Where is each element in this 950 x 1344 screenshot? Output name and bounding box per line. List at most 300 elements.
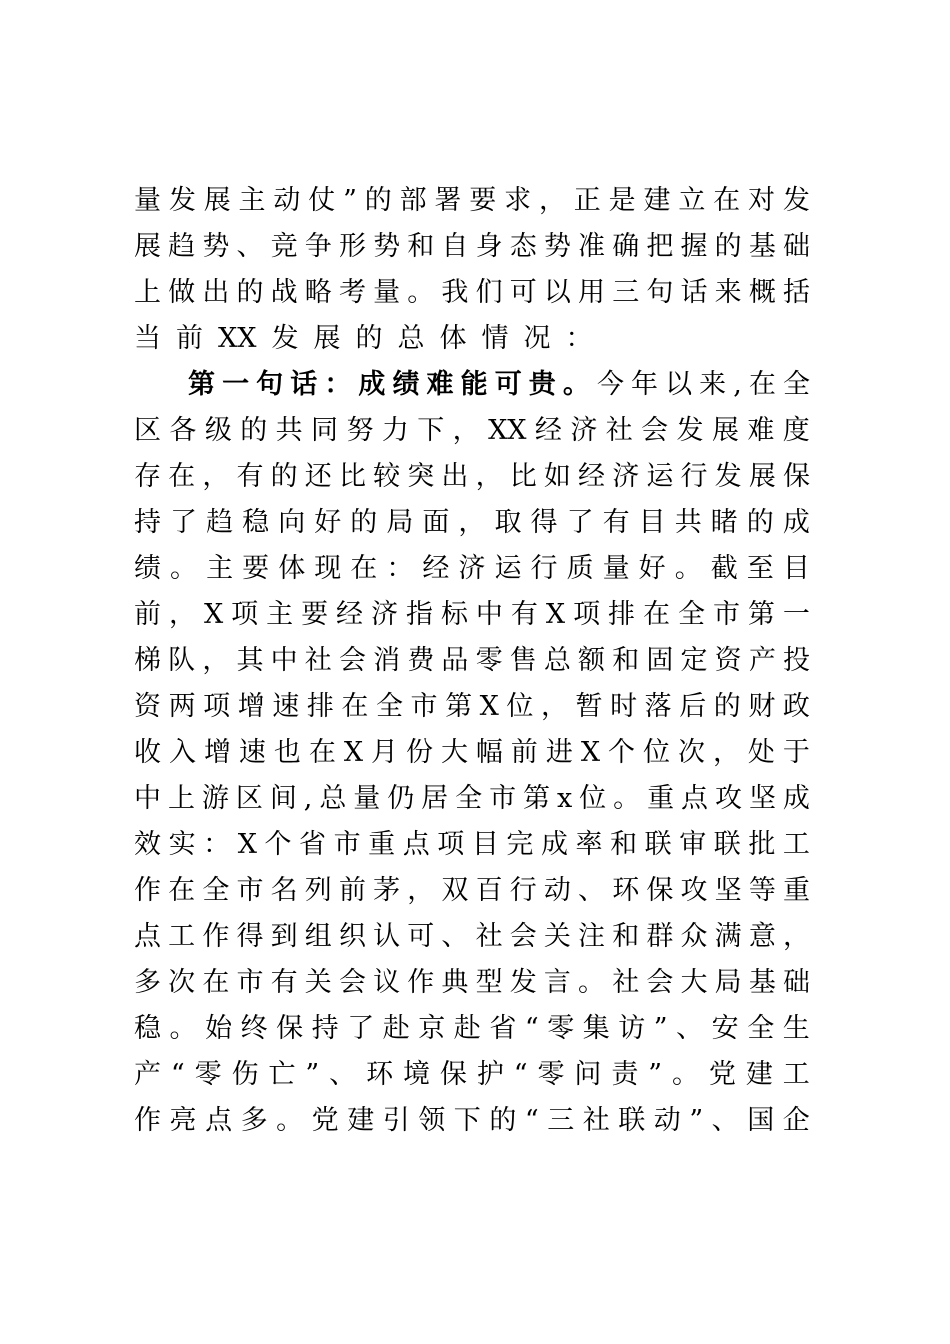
text-glyph: 游	[201, 783, 229, 814]
text-glyph: 稳	[134, 1013, 161, 1044]
text-glyph: 品	[441, 645, 469, 676]
text-glyph: 全	[375, 691, 403, 722]
text-glyph: 型	[475, 967, 503, 998]
text-glyph: 亮	[169, 1105, 197, 1136]
text-glyph: 保	[439, 1059, 467, 1090]
text-glyph: 目	[471, 829, 499, 860]
text-glyph: 有	[236, 461, 264, 492]
text-glyph: 建	[745, 1059, 773, 1090]
text-glyph: 固	[646, 645, 674, 676]
text-line	[134, 411, 810, 451]
text-glyph: 济	[570, 415, 598, 446]
text-line	[134, 825, 810, 865]
text-glyph: “	[513, 1059, 528, 1090]
text-glyph: 以	[665, 369, 693, 400]
text-glyph: 审	[679, 829, 707, 860]
text-glyph: 重	[368, 829, 396, 860]
text-glyph: 前	[510, 737, 538, 768]
text-glyph: 话	[290, 369, 318, 400]
text-glyph: ：	[203, 829, 231, 860]
text-glyph: 。	[578, 967, 606, 998]
text-glyph: X	[479, 691, 499, 722]
text-glyph: ：	[565, 323, 593, 354]
text-glyph: 省	[299, 829, 327, 860]
text-glyph: X	[580, 737, 601, 768]
text-glyph: 发	[782, 185, 810, 216]
text-glyph: 竞	[270, 231, 298, 262]
text-glyph: 体	[278, 553, 306, 584]
text-glyph: 仗	[308, 185, 336, 216]
text-glyph: 上	[167, 783, 195, 814]
text-glyph: ，	[782, 921, 810, 952]
text-glyph: 有	[270, 967, 298, 998]
text-glyph: 行	[530, 553, 558, 584]
text-glyph: 两	[168, 691, 196, 722]
text-glyph: 位	[643, 737, 670, 768]
text-glyph: 市	[489, 783, 517, 814]
text-glyph: 目	[782, 553, 810, 584]
text-glyph: 增	[203, 737, 231, 768]
text-line	[134, 457, 810, 497]
text-glyph: 梯	[134, 645, 161, 676]
text-glyph: 零	[537, 1059, 565, 1090]
text-glyph: 责	[611, 1059, 639, 1090]
text-glyph: ，	[712, 737, 740, 768]
text-glyph: 略	[304, 277, 332, 308]
text-glyph: 现	[314, 553, 342, 584]
text-glyph: ”	[343, 185, 357, 216]
text-glyph: XX	[218, 323, 257, 354]
text-glyph: 发	[271, 323, 299, 354]
text-glyph: 可	[407, 921, 435, 952]
text-glyph: 间	[269, 783, 297, 814]
text-glyph: 出	[202, 277, 230, 308]
text-glyph: 对	[748, 185, 775, 216]
text-line	[134, 181, 810, 221]
text-glyph: 社	[612, 967, 640, 998]
text-glyph: 自	[441, 231, 469, 262]
text-line	[134, 227, 810, 267]
text-glyph: 有	[602, 507, 630, 538]
text-glyph: 贵	[528, 369, 556, 400]
text-glyph: 了	[347, 1013, 375, 1044]
text-glyph: 行	[509, 875, 537, 906]
text-glyph: 主	[206, 553, 234, 584]
text-glyph: 点	[402, 829, 430, 860]
text-glyph: ”	[689, 1105, 704, 1136]
text-glyph: 了	[170, 507, 198, 538]
text-glyph: 的	[364, 185, 392, 216]
text-glyph: 绩	[392, 369, 420, 400]
text-line	[188, 365, 810, 405]
text-glyph: ,	[303, 783, 313, 814]
text-glyph: 大	[440, 737, 468, 768]
text-glyph: 目	[638, 507, 666, 538]
text-glyph: 局	[714, 967, 742, 998]
text-glyph: 署	[434, 185, 462, 216]
text-glyph: 坚	[748, 783, 776, 814]
text-glyph: 百	[475, 875, 503, 906]
text-glyph: 保	[276, 1013, 304, 1044]
text-glyph: 于	[782, 737, 810, 768]
text-glyph: “	[170, 1059, 185, 1090]
text-glyph: 身	[475, 231, 503, 262]
text-glyph: 量	[134, 185, 161, 216]
text-glyph: 展	[711, 415, 739, 446]
text-glyph: 总	[397, 323, 425, 354]
text-glyph: 和	[610, 829, 638, 860]
text-glyph: 基	[748, 967, 776, 998]
text-glyph: 群	[646, 921, 674, 952]
text-glyph: 。	[169, 1013, 197, 1044]
text-glyph: 经	[422, 553, 450, 584]
text-glyph: 趋	[206, 507, 234, 538]
text-glyph: 会	[338, 645, 366, 676]
text-glyph: 资	[714, 645, 742, 676]
text-glyph: 可	[509, 277, 537, 308]
text-glyph: 准	[578, 231, 606, 262]
text-glyph: 终	[240, 1013, 268, 1044]
text-glyph: 全	[202, 875, 230, 906]
text-glyph: 中	[475, 599, 503, 630]
text-glyph: 三	[612, 277, 640, 308]
text-glyph: 增	[237, 691, 265, 722]
text-glyph: 用	[578, 277, 606, 308]
text-glyph: 速	[272, 691, 300, 722]
text-glyph: 茅	[373, 875, 401, 906]
text-glyph: 中	[270, 645, 298, 676]
text-line	[134, 319, 810, 359]
text-glyph: 赴	[453, 1013, 481, 1044]
text-glyph: 济	[371, 599, 399, 630]
text-glyph: 安	[711, 1013, 739, 1044]
text-glyph: 前	[338, 875, 366, 906]
text-glyph: 也	[273, 737, 301, 768]
text-glyph: 全	[747, 1013, 775, 1044]
text-glyph: 作	[134, 875, 161, 906]
text-glyph: 主	[266, 599, 294, 630]
text-glyph: 下	[453, 1105, 481, 1136]
text-glyph: 句	[646, 277, 674, 308]
text-glyph: 三	[547, 1105, 575, 1136]
text-glyph: 多	[240, 1105, 268, 1136]
text-glyph: ”	[305, 1059, 320, 1090]
text-glyph: 投	[782, 645, 810, 676]
text-glyph: 坚	[714, 875, 742, 906]
text-glyph: 的	[489, 1105, 517, 1136]
text-line	[134, 963, 810, 1003]
text-glyph: 括	[782, 277, 810, 308]
text-glyph: 全	[783, 369, 810, 400]
text-glyph: 速	[238, 737, 266, 768]
text-glyph: 句	[256, 369, 284, 400]
text-glyph: 区	[134, 415, 161, 446]
text-glyph: 位	[506, 691, 534, 722]
text-glyph: 势	[202, 231, 230, 262]
text-glyph: 在	[168, 461, 196, 492]
text-glyph: 众	[680, 921, 708, 952]
text-glyph: 、	[711, 1105, 739, 1136]
text-glyph: 取	[494, 507, 522, 538]
text-glyph: X	[203, 599, 224, 630]
text-glyph: 产	[748, 645, 776, 676]
text-glyph: 至	[746, 553, 774, 584]
text-glyph: 第	[445, 691, 473, 722]
text-glyph: 排	[608, 599, 636, 630]
text-glyph: 和	[612, 921, 640, 952]
text-glyph: 会	[646, 967, 674, 998]
text-line	[134, 1101, 810, 1141]
text-glyph: 来	[699, 369, 727, 400]
text-glyph: 。	[170, 553, 198, 584]
text-glyph: 础	[782, 231, 810, 262]
text-glyph: 暂	[575, 691, 603, 722]
text-glyph: 的	[350, 507, 378, 538]
text-glyph: 幅	[475, 737, 503, 768]
text-glyph: 努	[346, 415, 374, 446]
text-glyph: 议	[373, 967, 401, 998]
text-glyph: 、	[676, 1013, 704, 1044]
text-glyph: 基	[748, 231, 776, 262]
text-glyph: 第	[188, 369, 215, 400]
text-glyph: “	[524, 1013, 539, 1044]
text-glyph: 动	[543, 875, 571, 906]
text-line	[134, 273, 810, 313]
text-glyph: 实	[168, 829, 196, 860]
text-glyph: 排	[306, 691, 334, 722]
text-glyph: 会	[338, 967, 366, 998]
text-glyph: 效	[134, 829, 161, 860]
text-glyph: 市	[333, 829, 361, 860]
text-glyph: 个	[264, 829, 292, 860]
text-glyph: ，	[458, 507, 486, 538]
text-glyph: 要	[301, 599, 329, 630]
text-line	[134, 687, 810, 727]
text-glyph: 率	[575, 829, 603, 860]
text-glyph: 名	[270, 875, 298, 906]
text-glyph: 工	[782, 1059, 810, 1090]
text-glyph: 年	[631, 369, 659, 400]
text-glyph: 动	[273, 185, 301, 216]
text-glyph: 消	[373, 645, 401, 676]
text-glyph: 典	[441, 967, 469, 998]
text-glyph: 售	[509, 645, 537, 676]
text-line	[134, 595, 810, 635]
text-glyph: 亡	[268, 1059, 296, 1090]
text-glyph: 认	[373, 921, 401, 952]
text-glyph: ，	[202, 645, 230, 676]
text-glyph: 生	[782, 1013, 810, 1044]
text-glyph: ，	[168, 599, 196, 630]
text-glyph: 经	[578, 461, 606, 492]
text-glyph: 发	[676, 415, 704, 446]
text-glyph: 政	[782, 691, 810, 722]
text-glyph: 共	[275, 415, 303, 446]
text-glyph: 量	[353, 783, 381, 814]
text-glyph: 发	[714, 461, 742, 492]
text-glyph: 趋	[168, 231, 196, 262]
text-glyph: 的	[355, 323, 383, 354]
text-glyph: 难	[747, 415, 775, 446]
text-glyph: 京	[418, 1013, 446, 1044]
text-glyph: 省	[489, 1013, 517, 1044]
text-glyph: 好	[638, 553, 666, 584]
text-glyph: 概	[748, 277, 776, 308]
text-glyph: 月	[371, 737, 399, 768]
text-glyph: 成	[782, 783, 810, 814]
text-glyph: 零	[194, 1059, 222, 1090]
text-line	[134, 549, 810, 589]
text-glyph: 。	[562, 369, 590, 400]
text-glyph: 总	[319, 783, 347, 814]
text-glyph: 度	[782, 415, 810, 446]
text-glyph: 得	[236, 921, 264, 952]
text-glyph: 持	[311, 1013, 339, 1044]
text-glyph: 始	[205, 1013, 233, 1044]
text-glyph: 队	[168, 645, 196, 676]
text-glyph: 关	[304, 967, 332, 998]
text-glyph: 社	[582, 1105, 610, 1136]
text-glyph: 作	[202, 921, 230, 952]
text-glyph: 做	[168, 277, 196, 308]
text-glyph: 关	[543, 921, 571, 952]
text-glyph: 今	[596, 369, 624, 400]
text-glyph: 产	[134, 1059, 161, 1090]
text-glyph: 总	[543, 645, 571, 676]
text-glyph: 项	[437, 829, 465, 860]
text-glyph: 全	[677, 599, 705, 630]
text-glyph: 个	[608, 737, 636, 768]
text-glyph: 成	[782, 507, 810, 538]
text-glyph: 的	[746, 507, 774, 538]
text-glyph: 截	[710, 553, 738, 584]
text-glyph: 们	[475, 277, 503, 308]
text-glyph: 资	[134, 691, 161, 722]
text-glyph: 和	[407, 231, 435, 262]
text-glyph: 展	[134, 231, 161, 262]
text-glyph: 联	[713, 829, 741, 860]
text-glyph: 零	[547, 1013, 575, 1044]
text-glyph: ，	[540, 691, 568, 722]
text-glyph: 势	[543, 231, 571, 262]
text-glyph: 环	[366, 1059, 394, 1090]
text-glyph: 。	[674, 553, 702, 584]
text-glyph: 在	[713, 185, 741, 216]
text-glyph: 、	[329, 1059, 357, 1090]
text-glyph: 、	[578, 875, 606, 906]
text-glyph: 双	[441, 875, 469, 906]
text-glyph: 态	[509, 231, 537, 262]
text-glyph: X	[545, 599, 566, 630]
text-glyph: 睹	[710, 507, 738, 538]
text-glyph: 展	[313, 323, 341, 354]
text-glyph: 区	[235, 783, 263, 814]
text-glyph: 我	[441, 277, 469, 308]
text-glyph: 收	[134, 737, 161, 768]
text-glyph: 保	[646, 875, 674, 906]
text-glyph: 济	[458, 553, 486, 584]
text-glyph: 赴	[382, 1013, 410, 1044]
text-glyph: 党	[311, 1105, 339, 1136]
text-glyph: 好	[314, 507, 342, 538]
text-glyph: 织	[338, 921, 366, 952]
text-glyph: 运	[494, 553, 522, 584]
text-glyph: 况	[523, 323, 551, 354]
text-glyph: XX	[488, 415, 527, 446]
text-glyph: 位	[579, 783, 607, 814]
text-glyph: ，	[202, 461, 230, 492]
text-glyph: 情	[481, 323, 509, 354]
text-glyph: 建	[643, 185, 671, 216]
text-glyph: 在	[748, 369, 776, 400]
text-glyph: 济	[612, 461, 640, 492]
text-glyph: 存	[134, 461, 161, 492]
text-glyph: 同	[311, 415, 339, 446]
text-glyph: 话	[680, 277, 708, 308]
text-line	[134, 1055, 810, 1095]
text-glyph: 运	[646, 461, 674, 492]
text-glyph: 在	[341, 691, 369, 722]
text-glyph: 的	[714, 231, 742, 262]
text-glyph: 财	[748, 691, 776, 722]
text-glyph: 一	[782, 599, 810, 630]
text-glyph: 联	[644, 829, 672, 860]
text-glyph: 批	[748, 829, 776, 860]
text-glyph: 重	[647, 783, 675, 814]
text-glyph: 稳	[242, 507, 270, 538]
text-glyph: 比	[338, 461, 366, 492]
text-glyph: 发	[509, 967, 537, 998]
text-glyph: X	[237, 829, 257, 860]
text-glyph: 共	[674, 507, 702, 538]
text-glyph: 当	[134, 323, 161, 354]
text-glyph: 工	[168, 921, 196, 952]
text-glyph: 部	[399, 185, 427, 216]
text-glyph: 考	[338, 277, 366, 308]
text-glyph: 确	[612, 231, 640, 262]
text-glyph: 注	[578, 921, 606, 952]
text-glyph: 展	[748, 461, 776, 492]
text-glyph: 攻	[680, 875, 708, 906]
text-glyph: ”	[648, 1059, 663, 1090]
text-glyph: 下	[417, 415, 445, 446]
text-glyph: 完	[506, 829, 534, 860]
text-glyph: 会	[641, 415, 669, 446]
text-glyph: 次	[677, 737, 705, 768]
text-line	[134, 503, 810, 543]
text-glyph: 社	[304, 645, 332, 676]
text-glyph: 引	[382, 1105, 410, 1136]
text-glyph: 难	[426, 369, 454, 400]
text-glyph: 进	[545, 737, 573, 768]
text-glyph: 还	[304, 461, 332, 492]
text-glyph: 零	[475, 645, 503, 676]
text-glyph: 突	[407, 461, 435, 492]
text-glyph: 居	[421, 783, 449, 814]
text-glyph: 经	[534, 415, 562, 446]
text-line	[134, 871, 810, 911]
text-glyph: 成	[358, 369, 386, 400]
text-glyph: 的	[713, 691, 741, 722]
text-glyph: 额	[578, 645, 606, 676]
text-glyph: 伤	[231, 1059, 259, 1090]
text-glyph: 要	[469, 185, 497, 216]
text-glyph: 出	[441, 461, 469, 492]
text-glyph: 会	[509, 921, 537, 952]
text-glyph: 、	[441, 921, 469, 952]
text-glyph: ，	[475, 461, 503, 492]
text-glyph: 环	[612, 875, 640, 906]
